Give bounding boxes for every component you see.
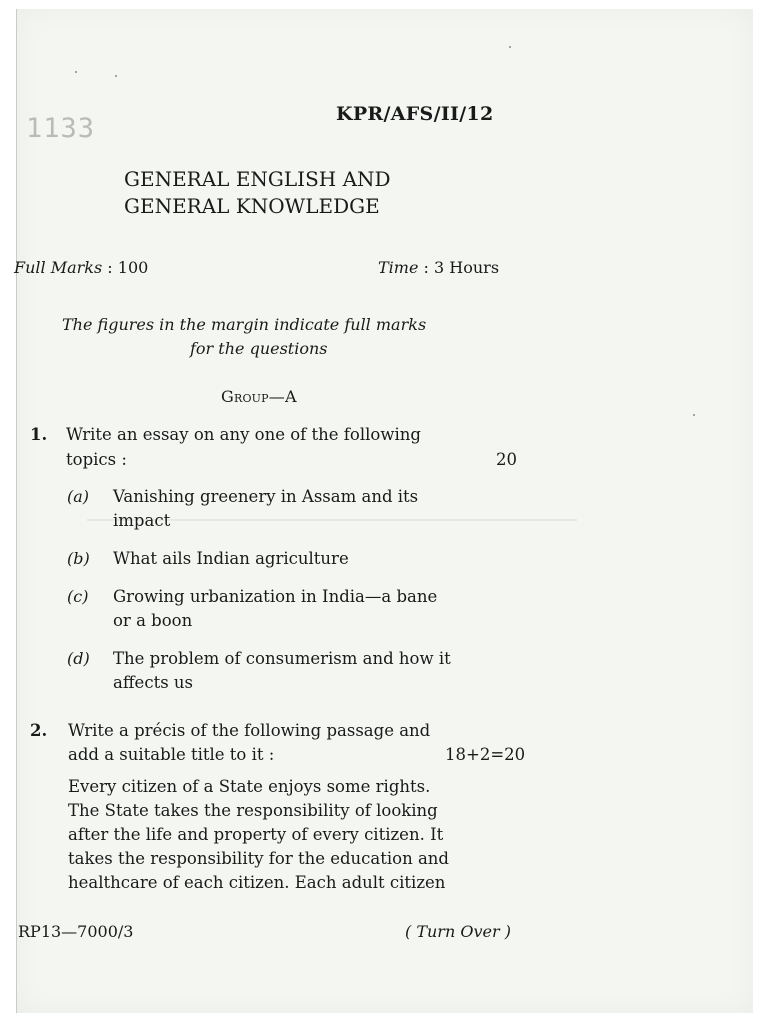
question-text: topics :: [66, 450, 127, 469]
stamp-number: 1133: [26, 113, 96, 144]
question-marks: 20: [496, 450, 517, 469]
scan-speck: [115, 75, 117, 77]
passage-line: The State takes the responsibility of looking: [68, 801, 438, 820]
option-label: (a): [67, 487, 90, 506]
paper-code: KPR/AFS/II/12: [336, 103, 494, 125]
question-marks: 18+2=20: [445, 745, 526, 764]
option-text: The problem of consumerism and how it: [113, 649, 451, 668]
full-marks: [14, 258, 148, 277]
passage-line: Every citizen of a State enjoys some rights.: [68, 777, 431, 796]
option-label: (d): [67, 649, 90, 668]
time-label: Time: [378, 258, 419, 277]
option-text: impact: [113, 511, 171, 530]
passage-line: takes the responsibility for the education and: [68, 849, 449, 868]
option-text: Growing urbanization in India—a bane: [113, 587, 438, 606]
full-marks-value: : 100: [107, 258, 149, 277]
option-label: (c): [67, 587, 89, 606]
option-label: (b): [67, 549, 90, 568]
option-text: What ails Indian agriculture: [113, 549, 349, 568]
scan-speck: [75, 71, 77, 73]
question-text: add a suitable title to it :: [68, 745, 275, 764]
question-number: 1.: [30, 425, 48, 444]
paper-title-line1: GENERAL ENGLISH AND: [124, 167, 391, 191]
question-text: Write a précis of the following passage and: [68, 721, 431, 740]
question-text: Write an essay on any one of the following: [66, 425, 421, 444]
option-text: or a boon: [113, 611, 193, 630]
passage-line: healthcare of each citizen. Each adult citizen: [68, 873, 446, 892]
full-marks-label: Full Marks: [14, 258, 103, 277]
option-text: Vanishing greenery in Assam and its: [113, 487, 419, 506]
scan-speck: [693, 414, 695, 416]
footer-code: RP13—7000/3: [18, 922, 134, 941]
time-value: : 3 Hours: [423, 258, 500, 277]
turn-over: ( Turn Over ): [405, 922, 511, 941]
instruction-line1: The figures in the margin indicate full marks: [62, 315, 427, 334]
question-number: 2.: [30, 721, 48, 740]
scan-speck: [509, 46, 511, 48]
instruction-line2: for the questions: [190, 339, 328, 358]
paper-title-line2: GENERAL KNOWLEDGE: [124, 194, 380, 218]
exam-time: [378, 258, 499, 277]
group-heading: Group—A: [221, 387, 297, 406]
option-text: affects us: [113, 673, 194, 692]
passage-line: after the life and property of every citizen. It: [68, 825, 444, 844]
